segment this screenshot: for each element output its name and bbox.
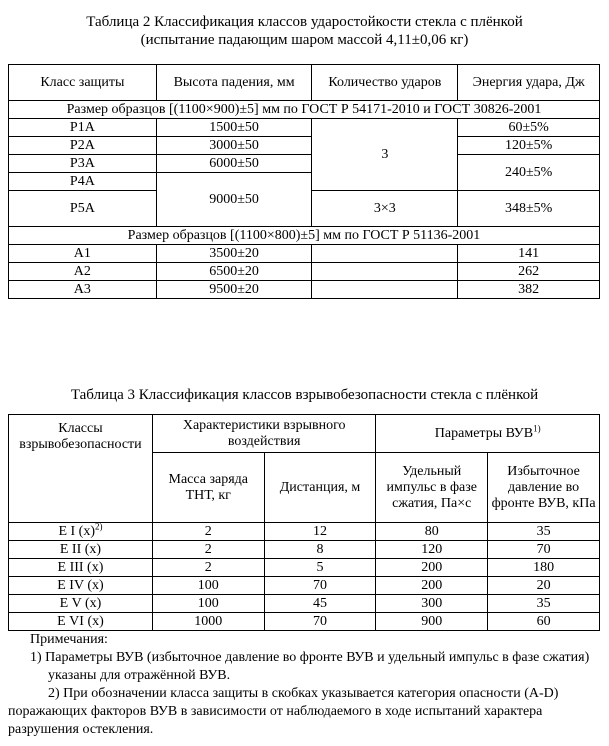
t3-cell: 100 <box>152 595 264 613</box>
t3-cell: 900 <box>376 613 488 631</box>
t2-cell <box>312 281 458 299</box>
t3-cell: 300 <box>376 595 488 613</box>
t2-header-class: Класс защиты <box>9 65 157 101</box>
t3-cell: 35 <box>488 523 600 541</box>
t2-cell: Р5А <box>9 191 157 227</box>
t3-cell: 20 <box>488 577 600 595</box>
t3-cell: 12 <box>264 523 376 541</box>
t3-cell: 100 <box>152 577 264 595</box>
t2-cell: 6000±50 <box>156 155 312 173</box>
t3-cell: 70 <box>264 613 376 631</box>
t2-section-2: Размер образцов [(1100×800)±5] мм по ГОСТ Р 51136-2001 <box>9 227 600 245</box>
t2-energy-240: 240±5% <box>458 155 600 191</box>
t3-cell: 2 <box>152 541 264 559</box>
t2-cell: 6500±20 <box>156 263 312 281</box>
t3-header-impulse: Удельный импульс в фазе сжатия, Па×с <box>376 453 488 523</box>
note-2: 2) При обозначении класса защиты в скобках указывается категория опасности (А-D) поражающих факторов ВУВ в зависимости от наблюдаемого в ходе испытаний характера разрушения остекления. <box>8 686 559 737</box>
t2-header-energy: Энергия удара, Дж <box>458 65 600 101</box>
t2-cell: 9500±20 <box>156 281 312 299</box>
t3-cell: 80 <box>376 523 488 541</box>
t3-cell: 5 <box>264 559 376 577</box>
table3-title: Таблица 3 Классификация классов взрывобезопасности стекла с плёнкой <box>70 387 539 403</box>
t3-cell: 2 <box>152 523 264 541</box>
t2-cell: А3 <box>9 281 157 299</box>
t2-cell: 60±5% <box>458 119 600 137</box>
t2-header-height: Высота падения, мм <box>156 65 312 101</box>
t3-class-e1: Е I (х) <box>58 523 95 539</box>
t3-cell <box>9 520 153 541</box>
notes <box>8 631 600 739</box>
t3-cell: 1000 <box>152 613 264 631</box>
t3-cell: 200 <box>376 559 488 577</box>
t3-cell: Е III (х) <box>9 559 153 577</box>
t3-header-characteristics: Характеристики взрывного воздействия <box>152 415 375 453</box>
t3-cell: Е IV (х) <box>9 577 153 595</box>
t2-cell <box>312 245 458 263</box>
table3 <box>8 414 600 631</box>
t2-impacts-3: 3 <box>312 119 458 191</box>
t3-cell: 45 <box>264 595 376 613</box>
t3-cell: Е VI (х) <box>9 613 153 631</box>
t2-cell: Р1А <box>9 119 157 137</box>
t3-header-params <box>376 415 600 453</box>
t2-section-1: Размер образцов [(1100×900)±5] мм по ГОСТ Р 54171-2010 и ГОСТ 30826-2001 <box>9 101 600 119</box>
table2 <box>8 64 600 299</box>
t3-cell: 200 <box>376 577 488 595</box>
table2-title: Таблица 2 Классификация классов ударостойкости стекла с плёнкой <box>86 14 523 30</box>
t3-cell: Е II (х) <box>9 541 153 559</box>
t3-cell: 120 <box>376 541 488 559</box>
t2-cell: 141 <box>458 245 600 263</box>
t2-height-9000: 9000±50 <box>156 173 312 227</box>
t2-header-impacts: Количество ударов <box>312 65 458 101</box>
t2-cell <box>312 263 458 281</box>
footnote-marker-2: 2) <box>94 520 103 531</box>
t3-cell: 2 <box>152 559 264 577</box>
t3-header-pressure: Избыточное давление во фронте ВУВ, кПа <box>488 453 600 523</box>
t2-cell: 120±5% <box>458 137 600 155</box>
t3-header-class: Классы взрывобезопасности <box>9 415 153 523</box>
t2-cell: 3000±50 <box>156 137 312 155</box>
note-1: 1) Параметры ВУВ (избыточное давление во фронте ВУВ и удельный импульс в фазе сжатия) указаны для отражённой ВУВ. <box>30 650 590 683</box>
t2-cell: Р2А <box>9 137 157 155</box>
t2-cell: 3×3 <box>312 191 458 227</box>
t2-cell: Р4А <box>9 173 157 191</box>
t2-cell: 382 <box>458 281 600 299</box>
t2-cell: А2 <box>9 263 157 281</box>
t3-cell: 70 <box>488 541 600 559</box>
t3-cell: 60 <box>488 613 600 631</box>
t2-cell: 348±5% <box>458 191 600 227</box>
t3-cell: Е V (х) <box>9 595 153 613</box>
t2-cell: А1 <box>9 245 157 263</box>
t2-cell: 262 <box>458 263 600 281</box>
notes-heading: Примечания: <box>30 632 108 647</box>
t3-header-mass: Масса заряда ТНТ, кг <box>152 453 264 523</box>
t2-cell: Р3А <box>9 155 157 173</box>
t3-cell: 8 <box>264 541 376 559</box>
table2-subtitle: (испытание падающим шаром массой 4,11±0,06 кг) <box>140 32 469 48</box>
t3-cell: 180 <box>488 559 600 577</box>
footnote-marker-1: 1) <box>533 422 541 433</box>
t3-cell: 35 <box>488 595 600 613</box>
t2-cell: 3500±20 <box>156 245 312 263</box>
t3-header-distance: Дистанция, м <box>264 453 376 523</box>
t3-cell: 70 <box>264 577 376 595</box>
t2-cell: 1500±50 <box>156 119 312 137</box>
t3-header-params-label: Параметры ВУВ <box>434 425 534 441</box>
